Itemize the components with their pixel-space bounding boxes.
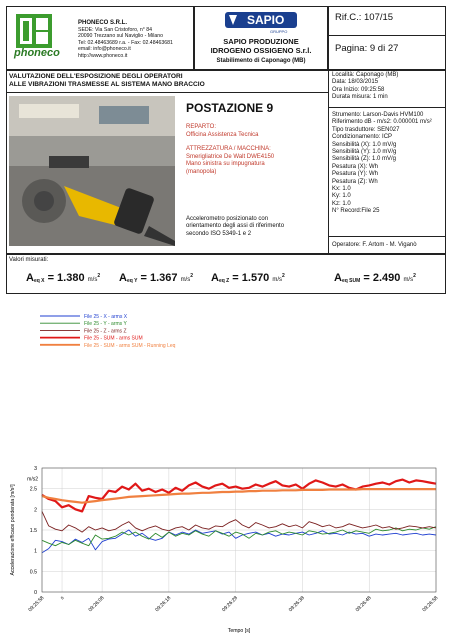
vibration-chart (0, 304, 452, 638)
aeq-sub: eq Z (218, 278, 230, 284)
aeq-y: $A_{eq Y} = 1.367$ $m/s^2$ (119, 272, 194, 284)
sapio-logo-sub: GRUPPO (270, 29, 288, 34)
x-tick-label: 09:26:48 (354, 595, 373, 614)
instrument-line: Ky: 1.0 (332, 193, 351, 200)
y-tick-label: 2 (34, 507, 37, 514)
instrument-line: Kx: 1.0 (332, 186, 351, 193)
heading-underline (6, 92, 328, 93)
instrument-line: Pesatura (Y): Wh (332, 171, 379, 178)
client-line1: SAPIO PRODUZIONE (223, 37, 299, 46)
ref-divider (328, 35, 446, 36)
legend-label: File 25 - X - arms X (84, 314, 128, 320)
company-line: Tel: 02.48463689 r.a. - Fax: 02.48463681 (78, 39, 173, 46)
note-line: secondo ISO 5349-1 e 2 (186, 230, 252, 237)
attrezzatura-label: ATTREZZATURA / MACCHINA: (186, 146, 271, 152)
x-axis-label: Tempo [s] (227, 628, 251, 634)
heading-line: VALUTAZIONE DELL'ESPOSIZIONE DEGLI OPERATORI (9, 73, 183, 80)
instrument-line: Sensibilità (X): 1.0 mV/g (332, 141, 397, 148)
instrument-line: Sensibilità (Y): 1.0 mV/g (332, 149, 397, 156)
x-tick-label: 09:26:58 (421, 595, 440, 614)
aeq-unit: m/s (403, 277, 414, 283)
attrezzatura-line: Mano sinistra su impugnatura (186, 161, 265, 168)
legend-label: File 25 - SUM - arms SUM - Running Leq (84, 342, 176, 349)
aeq-sum: $A_{eq SUM} = 2.490$ $m/s^2$ (334, 272, 416, 284)
legend-label: File 25 - SUM - arms SUM (84, 335, 143, 342)
instrument-line: Sensibilità (Z): 1.0 mV/g (332, 156, 397, 163)
chart-legend (40, 314, 176, 349)
client-line3: Stabilimento di Caponago (MB) (216, 58, 306, 64)
info-block (332, 72, 398, 102)
instrument-block (332, 112, 432, 216)
reparto-label: REPARTO: (186, 124, 217, 130)
info-divider (328, 107, 446, 108)
company-line: 20090 Trezzano sul Naviglio - Milano (78, 33, 164, 40)
client-line2: IDROGENO OSSIGENO S.r.l. (210, 46, 312, 55)
measured-label: Valori misurati: (9, 257, 49, 263)
aeq-label: A (334, 272, 342, 284)
info-divider-v (328, 70, 329, 254)
x-tick-label: 09:26:38 (287, 595, 306, 614)
company-line: http://www.phoneco.it (78, 52, 128, 59)
y-unit-label: m/s2 (27, 476, 38, 483)
company-name: PHONECO S.R.L. (78, 20, 128, 26)
info-line: Località: Caponago (MB) (332, 72, 399, 78)
y-axis-label: Accelerazione efficace ponderata [m/s²] (10, 484, 16, 576)
info-line: Durata misura: 1 min (332, 94, 388, 101)
attrezzatura-value (186, 154, 274, 176)
aeq-sub: eq X (33, 278, 45, 284)
aeq-unit: m/s (272, 277, 283, 283)
x-tick-label: 09:26:28 (221, 595, 240, 614)
instrument-line: Kz: 1.0 (332, 200, 351, 207)
instrument-line: N° Record:File 25 (332, 208, 380, 215)
attrezzatura-line: (manopola) (186, 168, 217, 175)
instrument-line: Condizionamento: ICP (332, 134, 393, 141)
instrument-line: Tipo trasduttore: SEN027 (332, 126, 400, 133)
instrument-line: Strumento: Larson-Davis HVM100 (332, 112, 424, 118)
aeq-label: A (26, 272, 34, 284)
legend-label: File 25 - Y - arms Y (84, 321, 127, 328)
aeq-sub: eq Y (126, 278, 138, 284)
instrument-line: Pesatura (X): Wh (332, 163, 379, 170)
y-tick-label: 0.5 (29, 569, 37, 576)
aeq-z: $A_{eq Z} = 1.570$ $m/s^2$ (211, 272, 285, 284)
y-tick-label: 1.5 (29, 528, 37, 534)
series-line-4 (42, 480, 436, 512)
sapio-logo-text: SAPIO (247, 13, 285, 27)
x-tick-label: s (59, 595, 66, 602)
accelerometer-note (186, 216, 284, 238)
operators-divider (328, 236, 446, 237)
instrument-line: Riferimento dB - m/s2: 0.000001 m/s² (332, 119, 432, 126)
aeq-label: A (211, 272, 219, 284)
y-tick-label: 2.5 (29, 486, 37, 493)
section-heading (9, 73, 205, 89)
y-tick-label: 3 (34, 466, 37, 472)
note-line: orientamento degli assi di riferimento (186, 223, 285, 230)
info-line: Ora Inizio: 09:25:58 (332, 86, 385, 93)
chart-series (42, 480, 436, 553)
ref-number: Rif.C.: 107/15 (335, 12, 394, 23)
operators: Operatore: F. Artom - M. Viganò (332, 242, 417, 248)
attrezzatura-line: Smerigliatrice De Walt DWE4150 (186, 154, 275, 160)
aeq-sub: eq SUM (341, 278, 361, 284)
aeq-label: A (119, 272, 127, 284)
aeq-value: = 2.490 (363, 272, 401, 284)
info-line: Data: 18/03/2015 (332, 79, 379, 86)
instrument-line: Pesatura (Z): Wh (332, 178, 378, 185)
company-line: email: info@phoneco.it (78, 46, 131, 53)
station-title: POSTAZIONE 9 (186, 101, 274, 115)
photo-grinder (9, 96, 175, 246)
aeq-value: = 1.380 (47, 272, 85, 284)
aeq-unit: m/s (87, 277, 98, 283)
legend-label: File 25 - Z - arms Z (84, 328, 127, 335)
company-line: SEDE: Via San Cristoforo, n° 84 (78, 27, 153, 33)
y-tick-label: 0 (34, 590, 37, 596)
note-line: Accelerometro posizionato con (186, 216, 269, 222)
y-tick-label: 1 (34, 548, 37, 555)
aeq-x: $A_{eq X} = 1.380$ $m/s^2$ (26, 272, 101, 284)
heading-line: ALLE VIBRAZIONI TRASMESSE AL SISTEMA MANO BRACCIO (9, 80, 205, 88)
x-tick-label: 09:25:58 (27, 595, 46, 614)
aeq-value: = 1.367 (140, 272, 178, 284)
aeq-value: = 1.570 (232, 272, 270, 284)
aeq-unit: m/s (180, 277, 191, 283)
company-address (78, 27, 173, 59)
page-number: Pagina: 9 di 27 (335, 43, 399, 54)
reparto-value: Officina Assistenza Tecnica (186, 132, 259, 138)
x-tick-label: 09:26:18 (154, 595, 173, 614)
phoneco-logo-text: phoneco (14, 47, 60, 59)
series-line-5 (42, 489, 436, 503)
x-tick-label: 09:26:08 (87, 595, 106, 614)
